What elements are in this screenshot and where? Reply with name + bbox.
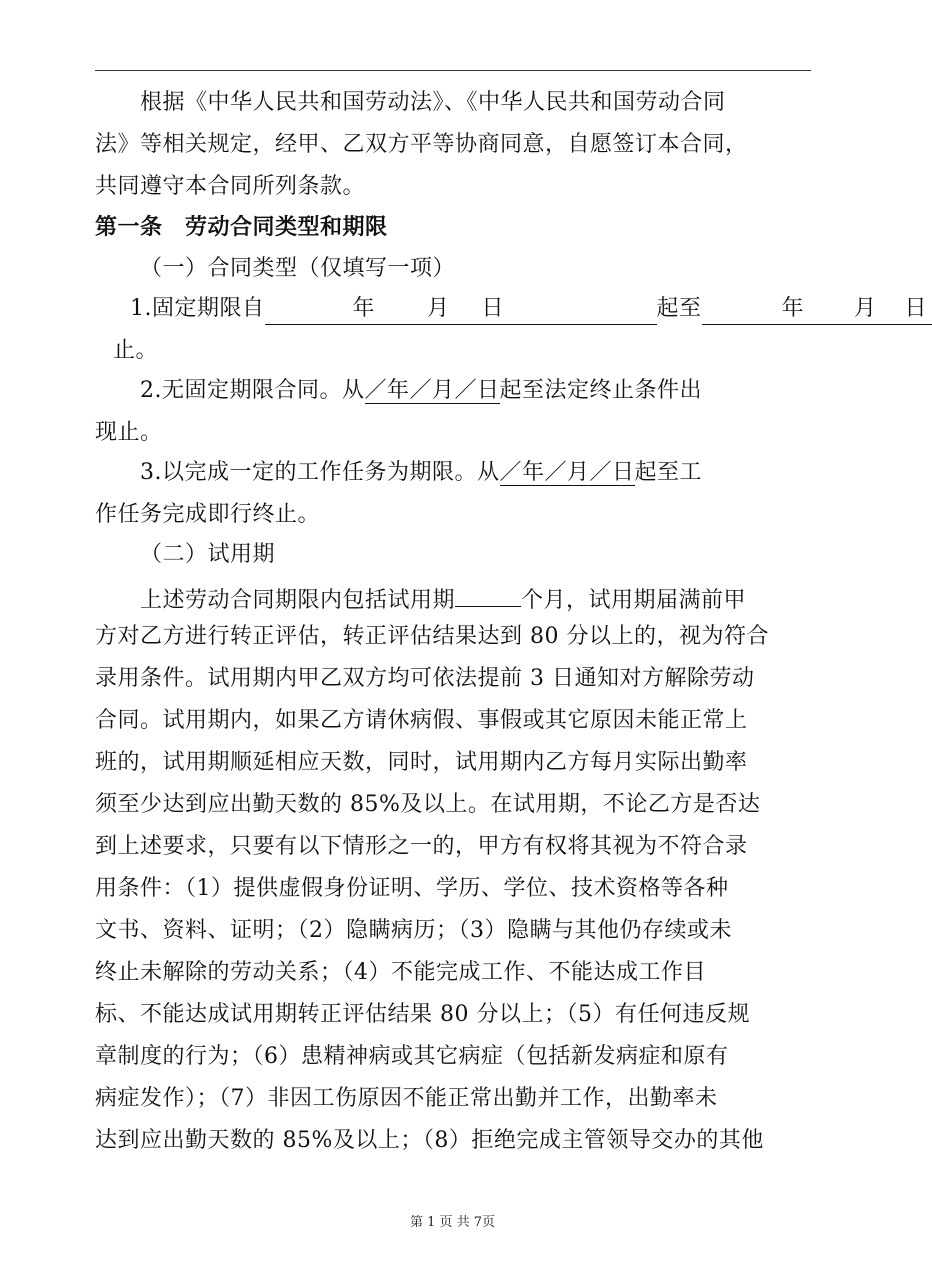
- fixed-term-start-date-field[interactable]: 年 月 日: [265, 294, 657, 325]
- task-based-prefix: 3.以完成一定的工作任务为期限。从: [140, 460, 500, 485]
- probation-line-14: 达到应出勤天数的 85%及以上；（8）拒绝完成主管领导交办的其他: [95, 1128, 764, 1153]
- task-based-date-field[interactable]: ／年／月／日: [499, 460, 635, 485]
- probation-line-1: 上述劳动合同期限内包括试用期 个月，试用期届满前甲: [140, 580, 746, 616]
- header-rule: [95, 70, 811, 71]
- fixed-term-mid: 起至: [656, 296, 702, 321]
- probation-line-3: 录用条件。试用期内甲乙双方均可依法提前 3 日通知对方解除劳动: [95, 666, 755, 691]
- intro-line-1: 根据《中华人民共和国劳动法》、《中华人民共和国劳动合同: [140, 90, 726, 115]
- item-task-based: [140, 458, 702, 488]
- probation-line-4: 合同。试用期内，如果乙方请休病假、事假或其它原因未能正常上: [95, 708, 748, 733]
- section-probation-title: （二）试用期: [140, 542, 276, 567]
- item-open-ended: [140, 376, 702, 406]
- probation-line-8: 用条件：（1）提供虚假身份证明、学历、学位、技术资格等各种: [95, 876, 729, 901]
- open-ended-line-2: 现止。: [95, 420, 163, 445]
- probation-line-9: 文书、资料、证明；（2）隐瞒病历；（3）隐瞒与其他仍存续或未: [95, 918, 732, 943]
- task-based-suffix: 起至工: [634, 460, 703, 485]
- fixed-term-suffix: 止。: [113, 338, 159, 363]
- intro-line-2: 法》等相关规定，经甲、乙双方平等协商同意，自愿签订本合同，: [95, 132, 748, 157]
- open-ended-date-field[interactable]: ／年／月／日: [364, 378, 500, 403]
- page-number: 第 1 页 共 7页: [409, 1215, 496, 1230]
- probation-line-2: 方对乙方进行转正评估，转正评估结果达到 80 分以上的，视为符合: [95, 624, 769, 649]
- open-ended-prefix: 2.无固定期限合同。从: [140, 378, 365, 403]
- intro-line-3: 共同遵守本合同所列条款。: [95, 174, 366, 199]
- probation-months-field[interactable]: [455, 580, 521, 607]
- probation-line-7: 到上述要求，只要有以下情形之一的，甲方有权将其视为不符合录: [95, 834, 748, 859]
- section-contract-type-title: （一）合同类型（仅填写一项）: [140, 256, 456, 281]
- probation-line-5: 班的，试用期顺延相应天数，同时，试用期内乙方每月实际出勤率: [95, 750, 748, 775]
- fixed-term-prefix: 1.固定期限自: [130, 296, 265, 321]
- probation-line-10: 终止未解除的劳动关系；（4）不能完成工作、不能达成工作目: [95, 960, 706, 985]
- fixed-term-end-date-field[interactable]: 年 月 日: [702, 294, 932, 325]
- open-ended-suffix: 起至法定终止条件出: [499, 378, 703, 403]
- probation-line-12: 章制度的行为；（6）患精神病或其它病症（包括新发病症和原有: [95, 1044, 729, 1069]
- probation-line-6: 须至少达到应出勤天数的 85%及以上。在试用期，不论乙方是否达: [95, 792, 761, 817]
- item-fixed-term: [130, 294, 932, 325]
- probation-line-11: 标、不能达成试用期转正评估结果 80 分以上；（5）有任何违反规: [95, 1002, 750, 1027]
- task-based-line-2: 作任务完成即行终止。: [95, 502, 321, 527]
- article-1-title: 第一条 劳动合同类型和期限: [95, 214, 388, 240]
- probation-line-13: 病症发作）；（7）非因工伤原因不能正常出勤并工作，出勤率未: [95, 1086, 718, 1111]
